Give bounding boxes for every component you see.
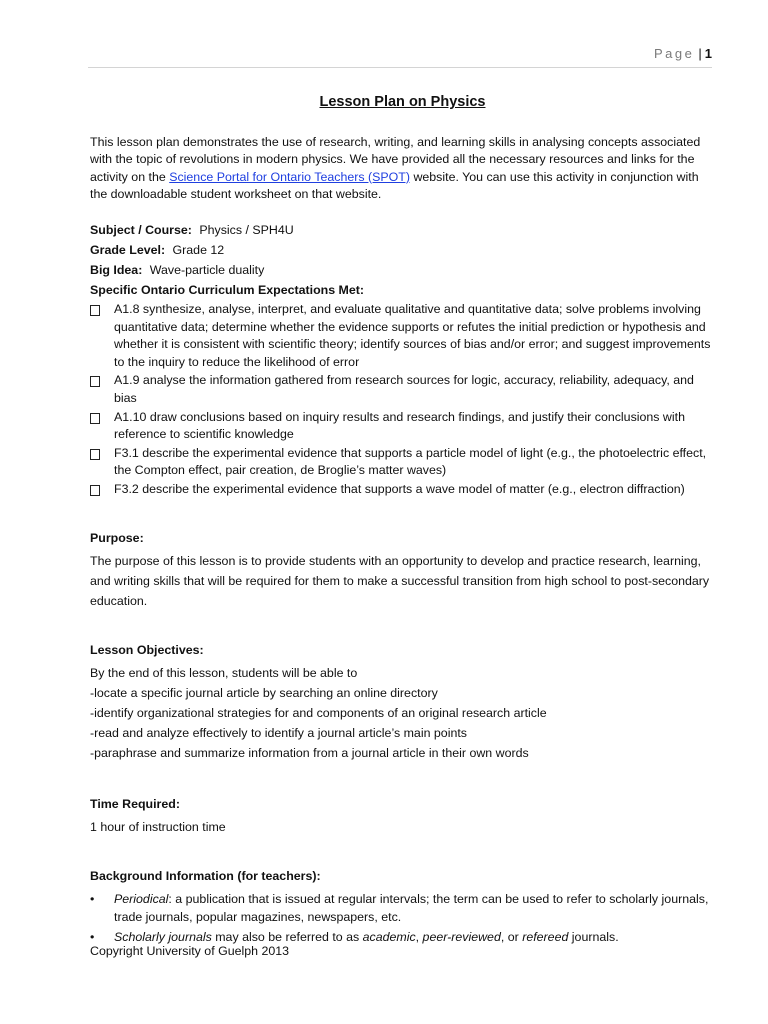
list-item xyxy=(90,481,715,499)
page-separator: | xyxy=(698,46,702,61)
objective-item: -locate a specific journal article by searching an online directory xyxy=(90,686,438,701)
expectation-text: A1.10 draw conclusions based on inquiry results and research findings, and justify their conclusions with reference to scientific knowledge xyxy=(114,409,685,442)
grade-label: Grade Level: xyxy=(90,242,166,257)
expectation-text: A1.8 synthesize, analyse, interpret, and evaluate qualitative and quantitative data; solve problems involving quantitative data; determine whether the evidence supports or refutes the initial prediction or hypothesis and whether it is consistent with scientific theory; identify sources of bias and/or error; and suggest improvements to the inquiry to reduce the likelihood of error xyxy=(114,301,711,369)
big-idea-field xyxy=(90,261,715,279)
or-text: , or xyxy=(500,929,523,944)
grade-value: Grade 12 xyxy=(172,242,225,257)
term-refereed: refereed xyxy=(522,929,569,944)
big-idea-label: Big Idea: xyxy=(90,262,143,277)
intro-paragraph xyxy=(90,134,715,204)
term-periodical: Periodical xyxy=(114,892,169,907)
list-item xyxy=(90,372,715,407)
page-header xyxy=(654,46,712,61)
bullet-icon: • xyxy=(90,892,95,907)
list-item xyxy=(90,409,715,444)
objective-item: -paraphrase and summarize information from a journal article in their own words xyxy=(90,746,529,761)
objectives-intro: By the end of this lesson, students will be able to xyxy=(90,666,358,681)
objective-item: -identify organizational strategies for and components of an original research article xyxy=(90,706,547,721)
list-item xyxy=(90,301,715,371)
expectation-text: F3.1 describe the experimental evidence that supports a particle model of light (e.g., the photoelectric effect, the Compton effect, pair creation, de Broglie’s matter waves) xyxy=(114,445,707,478)
header-rule xyxy=(88,67,712,68)
page-title: Lesson Plan on Physics xyxy=(319,94,486,110)
term-scholarly-journals: Scholarly journals xyxy=(114,929,212,944)
purpose-section xyxy=(90,529,715,612)
subject-label: Subject / Course: xyxy=(90,222,192,237)
page-number: 1 xyxy=(704,46,712,61)
expectations-list xyxy=(90,301,715,499)
expectation-text: A1.9 analyse the information gathered from research sources for logic, accuracy, reliability, adequacy, and bias xyxy=(114,373,694,405)
page-footer: Copyright University of Guelph 2013 xyxy=(90,944,290,958)
intro-text-before: This lesson plan demonstrates the use of research, writing, and learning skills in analysing concepts associated with the topic of revolutions in modern physics. We have provided all the necessary resources and links for the activity on the xyxy=(90,134,701,184)
subject-value: Physics / SPH4U xyxy=(199,222,294,237)
journals-text: journals. xyxy=(568,929,619,944)
subject-field xyxy=(90,221,715,239)
checkbox-icon xyxy=(90,485,100,496)
document-body xyxy=(90,94,715,948)
objective-item: -read and analyze effectively to identify a journal article’s main points xyxy=(90,726,467,741)
bullet-icon: • xyxy=(90,929,95,944)
objectives-heading: Lesson Objectives: xyxy=(90,643,204,658)
scholarly-mid-text: may also be referred to as xyxy=(211,929,363,944)
comma-text: , xyxy=(415,929,423,944)
term-academic: academic xyxy=(362,929,416,944)
page-word: Page xyxy=(654,46,695,61)
term-peer-reviewed: peer-reviewed xyxy=(422,929,501,944)
list-item xyxy=(90,445,715,480)
purpose-text: The purpose of this lesson is to provide students with an opportunity to develop and practice research, learning, and writing skills that will be required for them to make a successful transition from high school to post-secondary education. xyxy=(90,553,710,609)
checkbox-icon xyxy=(90,376,100,387)
grade-field xyxy=(90,241,715,259)
expectations-heading: Specific Ontario Curriculum Expectations Met: xyxy=(90,282,365,297)
time-section xyxy=(90,795,715,837)
intro-text-after: website. You can use this activity in conjunction with the downloadable student worksheet on that website. xyxy=(90,169,699,202)
background-list xyxy=(90,891,715,946)
checkbox-icon xyxy=(90,413,100,424)
spot-link[interactable]: Science Portal for Ontario Teachers (SPOT) xyxy=(169,169,410,184)
background-section xyxy=(90,867,715,946)
big-idea-value: Wave-particle duality xyxy=(149,262,265,277)
time-heading: Time Required: xyxy=(90,797,180,812)
time-value: 1 hour of instruction time xyxy=(90,820,226,835)
checkbox-icon xyxy=(90,449,100,460)
periodical-definition: : a publication that is issued at regular intervals; the term can be used to refer to scholarly journals, trade journals, popular magazines, newspapers, etc. xyxy=(114,892,709,924)
expectation-text: F3.2 describe the experimental evidence that supports a wave model of matter (e.g., electron diffraction) xyxy=(114,481,685,496)
background-heading: Background Information (for teachers): xyxy=(90,869,321,884)
objectives-section xyxy=(90,641,715,763)
purpose-heading: Purpose: xyxy=(90,530,144,545)
list-item xyxy=(90,891,715,926)
checkbox-icon xyxy=(90,305,100,316)
